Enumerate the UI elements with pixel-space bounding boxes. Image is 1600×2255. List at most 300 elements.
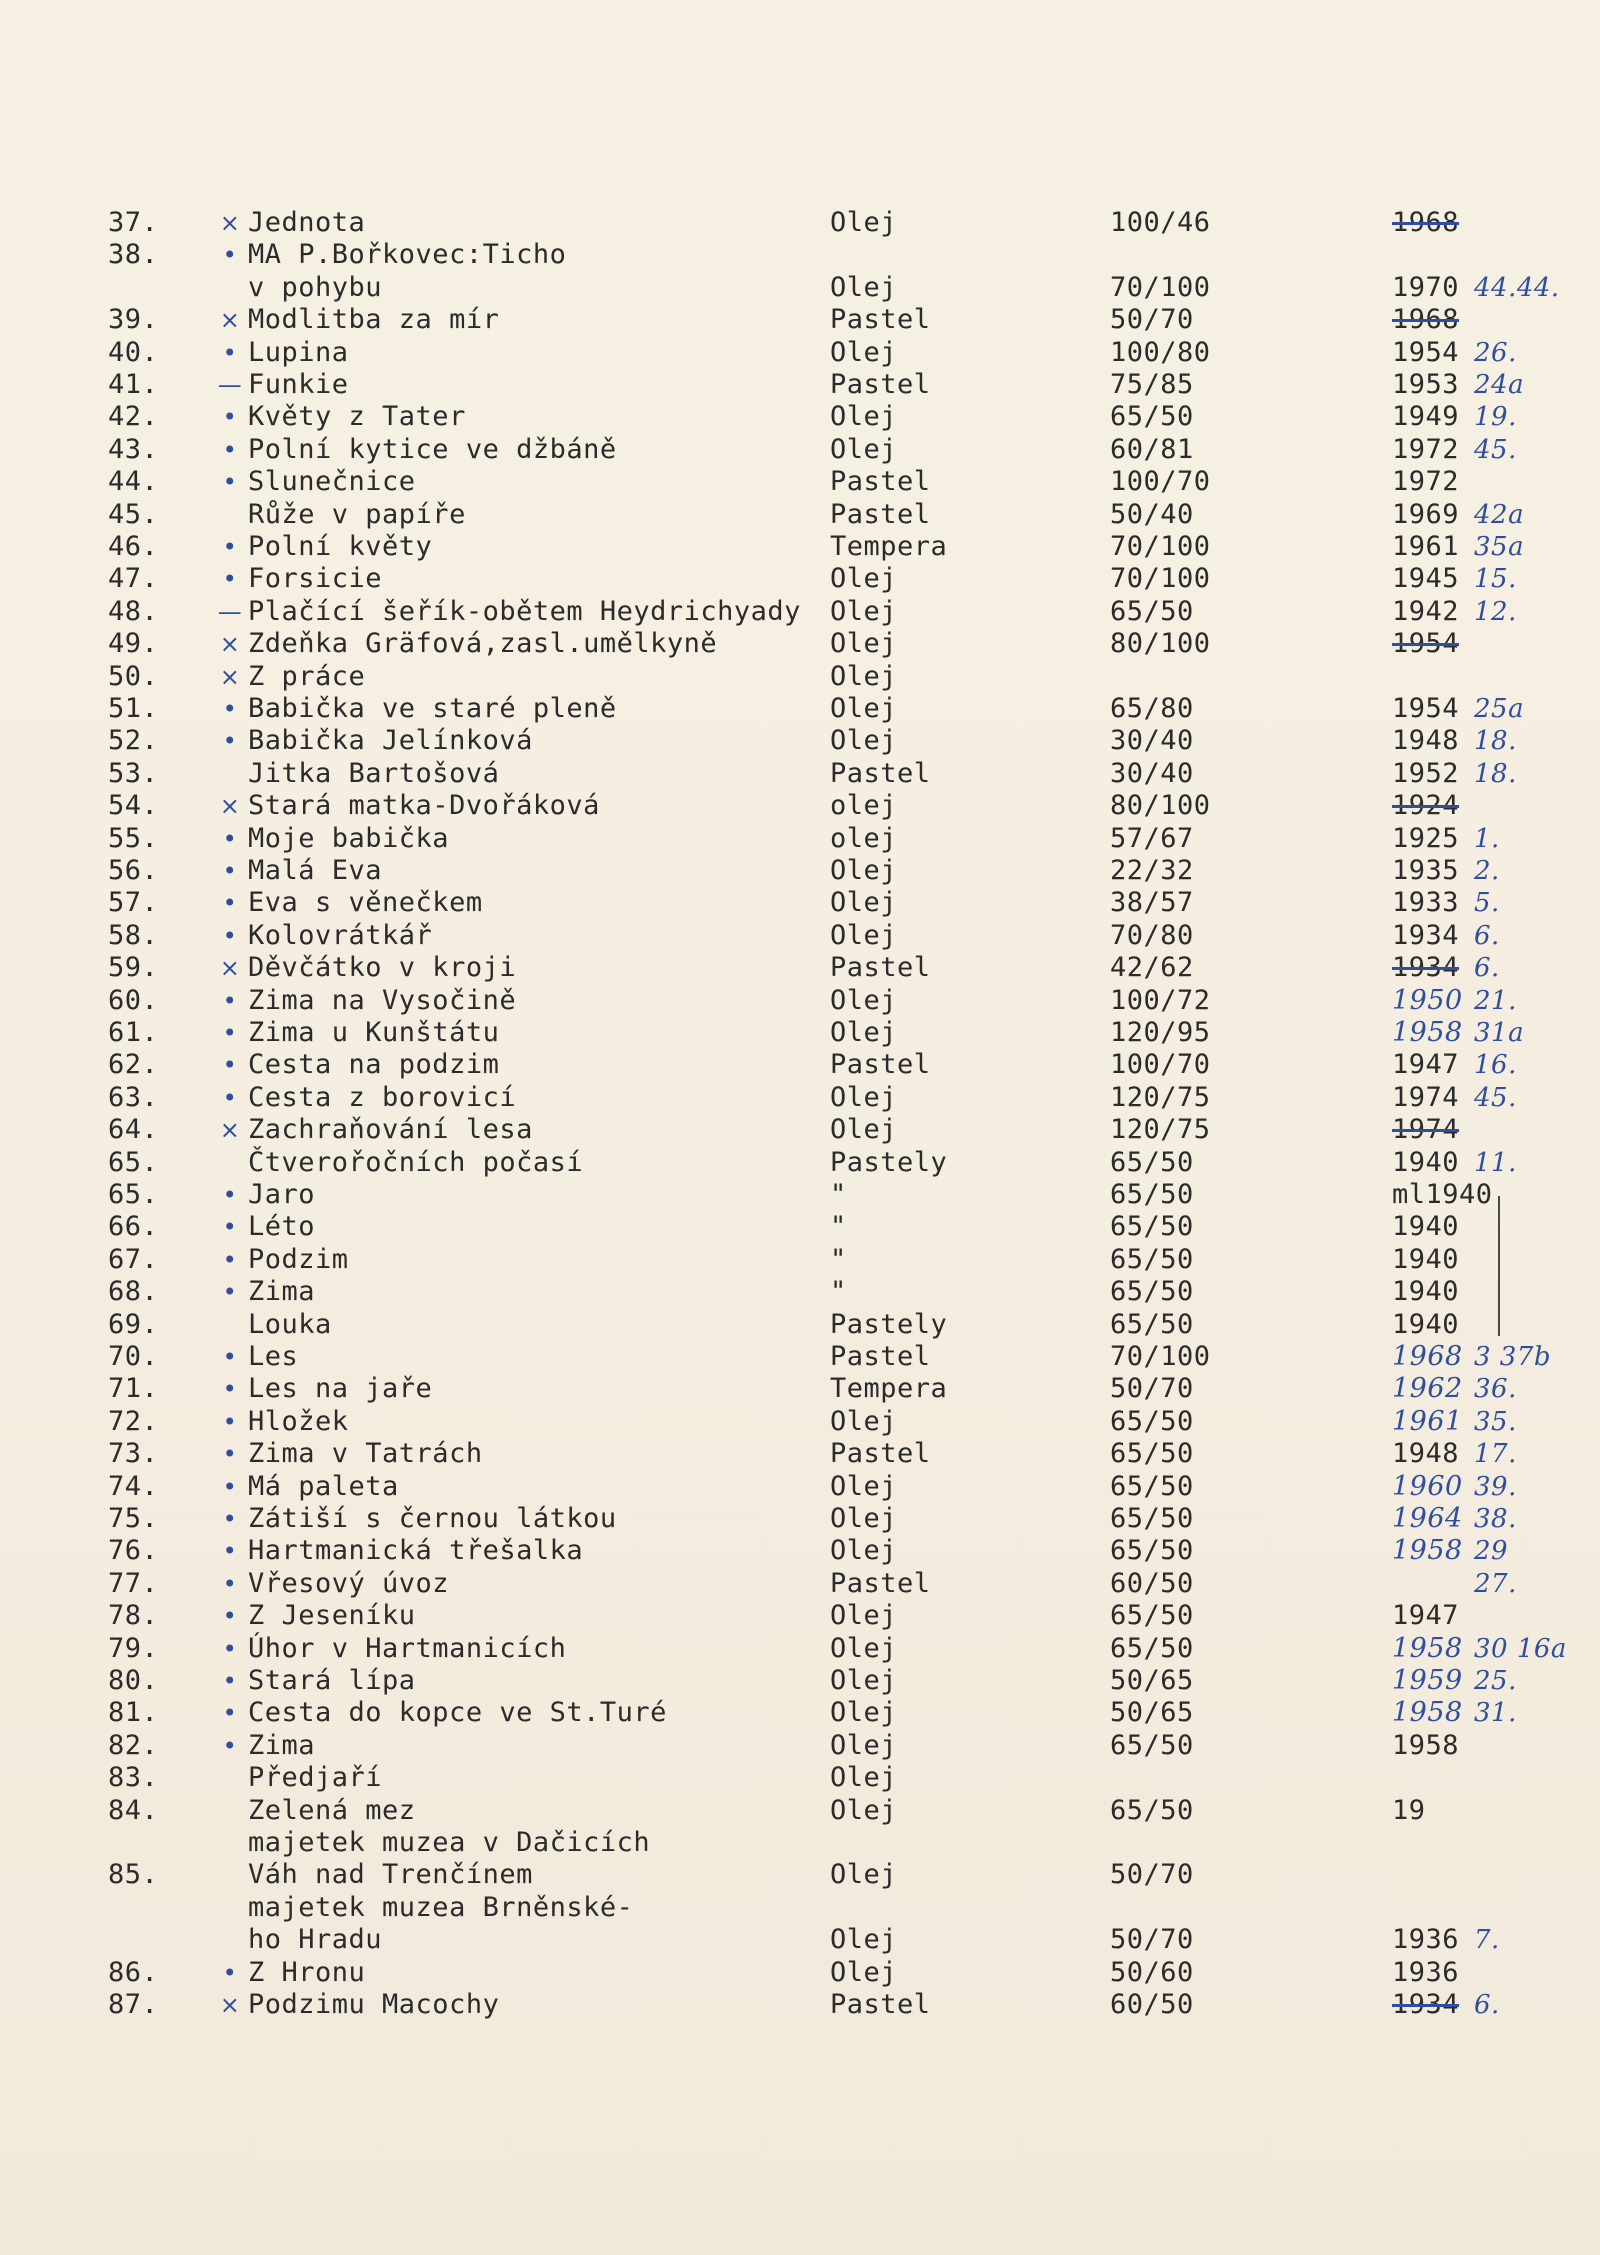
year: 1968 [1392, 1341, 1463, 1372]
check-mark: • [222, 241, 238, 270]
handwritten-note: 21. [1474, 985, 1517, 1016]
technique: Olej [830, 1859, 898, 1891]
check-mark: • [222, 1083, 238, 1112]
artwork-title: Stará lípa [248, 1665, 416, 1696]
check-mark: × [219, 306, 241, 335]
year: 1942 [1392, 595, 1460, 627]
technique: Olej [830, 401, 898, 433]
artwork-title: Zima v Tatrách [248, 1438, 483, 1470]
handwritten-note: 6. [1474, 920, 1500, 951]
technique: Pastel [830, 757, 931, 789]
catalogue-row [0, 1244, 1600, 1276]
entry-number: 41. [108, 369, 159, 400]
artwork-title: Funkie [248, 369, 349, 400]
artwork-title: Eva s věnečkem [248, 887, 483, 919]
artwork-title: Modlitba za mír [248, 304, 500, 336]
entry-number: 38. [108, 239, 159, 271]
check-mark: • [222, 1278, 238, 1307]
handwritten-note: 27. [1474, 1568, 1517, 1599]
catalogue-row [0, 1082, 1600, 1114]
entry-number: 37. [108, 207, 159, 238]
entry-number: 83. [108, 1762, 159, 1794]
dimensions: 70/100 [1110, 563, 1211, 595]
dimensions: 50/70 [1110, 304, 1194, 336]
entry-number: 68. [108, 1276, 159, 1308]
handwritten-note: 45. [1474, 434, 1517, 465]
artwork-title: Hartmanická třešalka [248, 1535, 584, 1567]
artwork-title: Květy z Tater [248, 401, 466, 433]
entry-number: 42. [108, 401, 159, 433]
year: ml1940 [1392, 1179, 1493, 1210]
year: 1949 [1392, 401, 1460, 433]
artwork-title: Forsicie [248, 563, 383, 595]
year: 1940 [1392, 1146, 1460, 1178]
seasons-bracket [1498, 1196, 1500, 1336]
technique: Pastely [830, 1146, 948, 1178]
dimensions: 100/70 [1110, 1049, 1211, 1081]
catalogue-row [0, 434, 1600, 466]
entry-number: 79. [108, 1632, 159, 1664]
check-mark: • [222, 921, 238, 950]
catalogue-row [0, 1827, 1600, 1859]
check-mark: • [222, 986, 238, 1015]
dimensions: 80/100 [1110, 790, 1211, 822]
catalogue-row [0, 304, 1600, 336]
technique: Olej [830, 1470, 898, 1502]
check-mark: • [222, 1699, 238, 1728]
entry-number: 65. [108, 1146, 159, 1178]
dimensions: 120/75 [1110, 1081, 1211, 1113]
year: 1935 [1392, 855, 1460, 886]
entry-number: 71. [108, 1373, 159, 1405]
dimensions: 70/100 [1110, 1341, 1211, 1372]
year: 1968 [1392, 304, 1460, 336]
artwork-title: ho Hradu [248, 1924, 383, 1956]
handwritten-note: 26. [1474, 337, 1517, 368]
dimensions: 120/95 [1110, 1017, 1211, 1048]
entry-number: 58. [108, 919, 159, 951]
year: 1950 [1392, 984, 1463, 1016]
dimensions: 100/46 [1110, 207, 1211, 238]
catalogue-row [0, 563, 1600, 595]
year: 1958 [1392, 1632, 1463, 1664]
technique: Pastel [830, 498, 931, 530]
dimensions: 42/62 [1110, 952, 1194, 984]
check-mark: • [222, 857, 238, 885]
dimensions: 65/50 [1110, 1729, 1194, 1761]
catalogue-row [0, 1049, 1600, 1081]
entry-number: 67. [108, 1243, 159, 1275]
technique: Olej [830, 1794, 898, 1826]
artwork-title: Zima u Kunštátu [248, 1017, 500, 1048]
entry-number: 61. [108, 1017, 159, 1048]
catalogue-row [0, 1795, 1600, 1827]
check-mark: • [222, 468, 238, 497]
catalogue-row [0, 369, 1600, 401]
year: 1954 [1392, 628, 1460, 660]
dimensions: 100/72 [1110, 984, 1211, 1016]
entry-number: 44. [108, 466, 159, 498]
entry-number: 64. [108, 1114, 159, 1146]
year: 1953 [1392, 369, 1460, 400]
technique: Olej [830, 1956, 898, 1988]
check-mark: • [222, 1181, 238, 1209]
technique: Olej [830, 984, 898, 1016]
check-mark: • [222, 1440, 238, 1469]
handwritten-note: 38. [1474, 1504, 1517, 1534]
dimensions: 70/80 [1110, 919, 1194, 951]
catalogue-row [0, 887, 1600, 919]
catalogue-row [0, 466, 1600, 498]
entry-number: 63. [108, 1081, 159, 1113]
dimensions: 65/50 [1110, 1470, 1194, 1502]
dimensions: 65/50 [1110, 1308, 1194, 1340]
catalogue-row [0, 661, 1600, 693]
catalogue-row [0, 1406, 1600, 1438]
handwritten-note: 7. [1474, 1925, 1500, 1956]
dimensions: 57/67 [1110, 822, 1194, 854]
technique: Olej [830, 207, 898, 238]
artwork-title: Předjaří [248, 1762, 383, 1794]
artwork-title: Babička ve staré pleně [248, 693, 617, 724]
technique: Olej [830, 1081, 898, 1113]
check-mark: • [222, 435, 238, 464]
catalogue-row [0, 823, 1600, 855]
handwritten-note: 18. [1474, 726, 1517, 757]
check-mark: × [219, 792, 241, 821]
check-mark: • [222, 403, 238, 432]
check-mark: • [222, 1537, 238, 1566]
check-mark: × [219, 662, 241, 691]
dimensions: 60/50 [1110, 1567, 1194, 1599]
entry-number: 74. [108, 1470, 159, 1502]
entry-number: 69. [108, 1308, 159, 1340]
entry-number: 50. [108, 660, 159, 692]
dimensions: 65/50 [1110, 595, 1194, 627]
technique: Pastel [830, 1989, 931, 2020]
dimensions: 38/57 [1110, 887, 1194, 919]
year: 1948 [1392, 1438, 1460, 1470]
artwork-title: Cesta do kopce ve St.Turé [248, 1697, 667, 1729]
entry-number: 85. [108, 1859, 159, 1891]
year: 1961 [1392, 1405, 1463, 1437]
catalogue-row [0, 693, 1600, 725]
technique: Olej [830, 271, 898, 303]
year: 1958 [1392, 1697, 1463, 1729]
dimensions: 60/50 [1110, 1989, 1194, 2020]
catalogue-row [0, 1892, 1600, 1924]
handwritten-note: 35a [1474, 532, 1525, 562]
entry-number: 81. [108, 1697, 159, 1729]
dimensions: 100/80 [1110, 336, 1211, 368]
catalogue-row [0, 531, 1600, 563]
artwork-title: Zima [248, 1276, 316, 1308]
catalogue-row [0, 1017, 1600, 1049]
handwritten-note: 6. [1474, 953, 1500, 984]
entry-number: 46. [108, 531, 159, 562]
catalogue-row [0, 725, 1600, 757]
artwork-title: Kolovrátkář [248, 919, 433, 951]
year: 1936 [1392, 1924, 1460, 1956]
catalogue-row [0, 1762, 1600, 1794]
technique: Olej [830, 1405, 898, 1437]
technique: Olej [830, 1503, 898, 1534]
artwork-title: Vřesový úvoz [248, 1567, 450, 1599]
entry-number: 39. [108, 304, 159, 336]
entry-number: 82. [108, 1729, 159, 1761]
artwork-title: Cesta z borovicí [248, 1081, 517, 1113]
dimensions: 65/50 [1110, 1438, 1194, 1470]
check-mark: × [219, 209, 241, 237]
dimensions: 50/40 [1110, 498, 1194, 530]
year: 1947 [1392, 1600, 1460, 1632]
technique: Olej [830, 1600, 898, 1632]
technique: Pastel [830, 1567, 931, 1599]
technique: Olej [830, 855, 898, 886]
dimensions: 65/80 [1110, 693, 1194, 724]
entry-number: 80. [108, 1665, 159, 1696]
check-mark: • [222, 1472, 238, 1501]
dimensions: 70/100 [1110, 531, 1211, 562]
catalogue-row [0, 1924, 1600, 1956]
dimensions: 65/50 [1110, 1535, 1194, 1567]
catalogue-row [0, 758, 1600, 790]
entry-number: 57. [108, 887, 159, 919]
artwork-title: Les na jaře [248, 1373, 433, 1405]
artwork-title: MA P.Bořkovec:Ticho [248, 239, 567, 271]
technique: Olej [830, 660, 898, 692]
dimensions: 65/50 [1110, 1146, 1194, 1178]
catalogue-row [0, 337, 1600, 369]
check-mark: — [217, 597, 243, 626]
entry-number: 77. [108, 1567, 159, 1599]
dimensions: 50/60 [1110, 1956, 1194, 1988]
artwork-title: Zima [248, 1729, 316, 1761]
catalogue-row [0, 855, 1600, 887]
technique: Olej [830, 725, 898, 757]
entry-number: 52. [108, 725, 159, 757]
technique: Pastel [830, 304, 931, 336]
year: 1947 [1392, 1049, 1460, 1081]
technique: " [830, 1276, 847, 1308]
technique: Olej [830, 1924, 898, 1956]
catalogue-row [0, 1600, 1600, 1632]
technique: Pastel [830, 1341, 931, 1372]
entry-number: 78. [108, 1600, 159, 1632]
catalogue-row [0, 790, 1600, 822]
catalogue-row [0, 1665, 1600, 1697]
catalogue-row [0, 1341, 1600, 1373]
year: 1958 [1392, 1535, 1463, 1567]
dimensions: 50/70 [1110, 1859, 1194, 1891]
year: 1954 [1392, 336, 1460, 368]
artwork-title: Lupina [248, 336, 349, 368]
technique: Olej [830, 693, 898, 724]
artwork-title: Růže v papíře [248, 498, 466, 530]
artwork-title: Léto [248, 1211, 316, 1243]
handwritten-note: 17. [1474, 1439, 1517, 1470]
dimensions: 50/65 [1110, 1697, 1194, 1729]
catalogue-row [0, 1989, 1600, 2021]
entry-number: 75. [108, 1503, 159, 1534]
artwork-title: Zátiší s černou látkou [248, 1503, 617, 1534]
dimensions: 30/40 [1110, 757, 1194, 789]
check-mark: • [222, 695, 238, 723]
year: 1948 [1392, 725, 1460, 757]
check-mark: × [219, 954, 241, 983]
entry-number: 87. [108, 1989, 159, 2020]
catalogue-row [0, 401, 1600, 433]
year: 1940 [1392, 1243, 1460, 1275]
handwritten-note: 29 [1474, 1536, 1509, 1567]
check-mark: • [222, 1505, 238, 1533]
artwork-title: Má paleta [248, 1470, 399, 1502]
check-mark: • [222, 1213, 238, 1242]
artwork-title: Úhor v Hartmanicích [248, 1632, 567, 1664]
handwritten-note: 25. [1474, 1666, 1517, 1696]
entry-number: 70. [108, 1341, 159, 1372]
catalogue-row [0, 1373, 1600, 1405]
technique: " [830, 1179, 847, 1210]
artwork-title: majetek muzea Brněnské- [248, 1891, 634, 1923]
handwritten-note: 30 16a [1474, 1633, 1567, 1664]
handwritten-note: 25a [1474, 694, 1525, 724]
entry-number: 54. [108, 790, 159, 822]
handwritten-note: 45. [1474, 1082, 1517, 1113]
catalogue-row [0, 1503, 1600, 1535]
dimensions: 65/50 [1110, 401, 1194, 433]
artwork-title: Zima na Vysočině [248, 984, 517, 1016]
artwork-title: Plačící šeřík-obětem Heydrichyady [248, 595, 801, 627]
year: 1940 [1392, 1211, 1460, 1243]
catalogue-row [0, 1633, 1600, 1665]
dimensions: 65/50 [1110, 1632, 1194, 1664]
catalogue-row [0, 1147, 1600, 1179]
year: 1961 [1392, 531, 1460, 562]
artwork-title: Polní květy [248, 531, 433, 562]
handwritten-note: 18. [1474, 758, 1517, 789]
handwritten-note: 1. [1474, 823, 1500, 854]
artwork-title: Stará matka-Dvořáková [248, 790, 600, 822]
entry-number: 56. [108, 855, 159, 886]
artwork-title: Z Hronu [248, 1956, 366, 1988]
year: 1933 [1392, 887, 1460, 919]
check-mark: • [222, 533, 238, 561]
handwritten-note: 3 37b [1474, 1342, 1552, 1372]
check-mark: • [222, 1375, 238, 1404]
dimensions: 70/100 [1110, 271, 1211, 303]
handwritten-note: 39. [1474, 1471, 1517, 1502]
year: 1972 [1392, 433, 1460, 465]
entry-number: 84. [108, 1794, 159, 1826]
entry-number: 72. [108, 1405, 159, 1437]
artwork-title: Zelená mez [248, 1794, 416, 1826]
entry-number: 47. [108, 563, 159, 595]
catalogue-row [0, 239, 1600, 271]
handwritten-note: 36. [1474, 1374, 1517, 1405]
check-mark: • [222, 1569, 238, 1598]
handwritten-note: 12. [1474, 596, 1517, 627]
technique: Olej [830, 1114, 898, 1146]
catalogue-row [0, 1859, 1600, 1891]
check-mark: • [222, 1019, 238, 1047]
entry-number: 55. [108, 822, 159, 854]
catalogue-row [0, 596, 1600, 628]
entry-number: 73. [108, 1438, 159, 1470]
technique: olej [830, 790, 898, 822]
technique: Tempera [830, 1373, 948, 1405]
dimensions: 50/70 [1110, 1924, 1194, 1956]
artwork-title: Jitka Bartošová [248, 757, 500, 789]
year: 1924 [1392, 790, 1460, 822]
artwork-title: Zdeňka Gräfová,zasl.umělkyně [248, 628, 718, 660]
check-mark: • [222, 824, 238, 853]
artwork-title: Les [248, 1341, 299, 1372]
year: 1954 [1392, 693, 1460, 724]
artwork-title: Malá Eva [248, 855, 383, 886]
handwritten-note: 44.44. [1474, 272, 1560, 303]
dimensions: 65/50 [1110, 1276, 1194, 1308]
technique: Olej [830, 1762, 898, 1794]
catalogue-row [0, 272, 1600, 304]
check-mark: • [222, 889, 238, 918]
entry-number: 65. [108, 1179, 159, 1210]
entry-number: 76. [108, 1535, 159, 1567]
technique: Olej [830, 1729, 898, 1761]
artwork-title: Děvčátko v kroji [248, 952, 517, 984]
artwork-title: majetek muzea v Dačicích [248, 1827, 651, 1858]
artwork-title: Z práce [248, 660, 366, 692]
catalogue-row [0, 1471, 1600, 1503]
year: 1974 [1392, 1114, 1460, 1146]
artwork-title: Cesta na podzim [248, 1049, 500, 1081]
technique: Olej [830, 1632, 898, 1664]
handwritten-note: 11. [1474, 1147, 1517, 1178]
technique: Pastel [830, 466, 931, 498]
year: 1970 [1392, 271, 1460, 303]
dimensions: 30/40 [1110, 725, 1194, 757]
check-mark: • [222, 1958, 238, 1987]
year: 1940 [1392, 1308, 1460, 1340]
technique: Pastel [830, 1438, 931, 1470]
entry-number: 45. [108, 498, 159, 530]
artwork-title: Louka [248, 1308, 332, 1340]
technique: Pastel [830, 952, 931, 984]
year: 1925 [1392, 822, 1460, 854]
technique: Olej [830, 628, 898, 660]
entry-number: 40. [108, 336, 159, 368]
check-mark: × [219, 1991, 241, 2019]
artwork-title: Polní kytice ve džbáně [248, 433, 617, 465]
dimensions: 22/32 [1110, 855, 1194, 886]
catalogue-row [0, 1957, 1600, 1989]
check-mark: • [222, 727, 238, 756]
check-mark: • [222, 1667, 238, 1695]
technique: Olej [830, 595, 898, 627]
catalogue-row [0, 1179, 1600, 1211]
entry-number: 66. [108, 1211, 159, 1243]
dimensions: 100/70 [1110, 466, 1211, 498]
year: 1940 [1392, 1276, 1460, 1308]
dimensions: 65/50 [1110, 1405, 1194, 1437]
dimensions: 80/100 [1110, 628, 1211, 660]
artwork-title: Babička Jelínková [248, 725, 533, 757]
artwork-title: Podzim [248, 1243, 349, 1275]
year: 1934 [1392, 1989, 1460, 2020]
artwork-title: Váh nad Trenčínem [248, 1859, 533, 1891]
catalogue-row [0, 1211, 1600, 1243]
catalogue-row [0, 985, 1600, 1017]
